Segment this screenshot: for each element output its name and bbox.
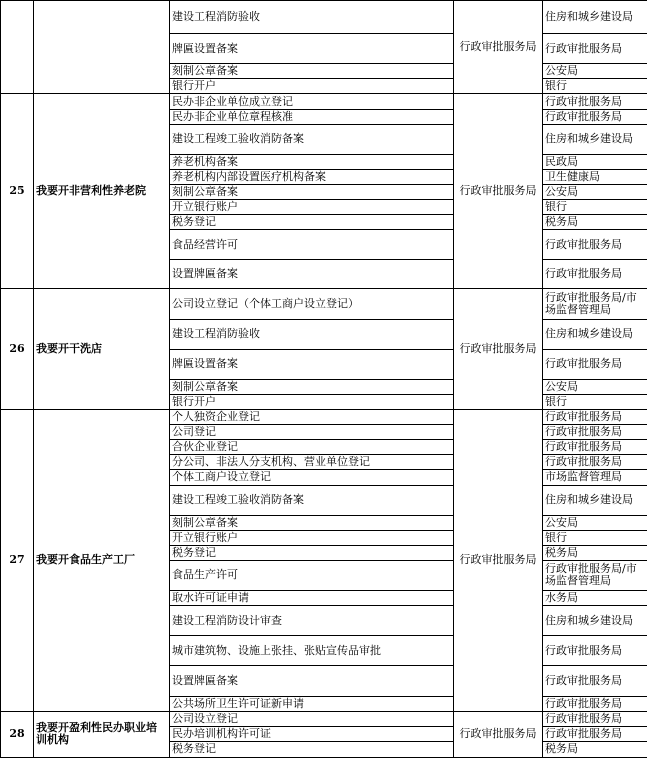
table-body xyxy=(1,1,647,758)
item-name: 刻制公章备案 xyxy=(170,515,454,530)
scenario-name xyxy=(34,1,170,94)
handling-agency: 公安局 xyxy=(543,515,647,530)
handling-agency: 行政审批服务局 xyxy=(543,410,647,425)
item-name: 刻制公章备案 xyxy=(170,184,454,199)
scenario-name: 我要开盈利性民办职业培训机构 xyxy=(34,711,170,757)
lead-department: 行政审批服务局 xyxy=(454,1,543,94)
item-name: 设置牌匾备案 xyxy=(170,260,454,289)
item-number xyxy=(1,1,34,94)
table-row xyxy=(1,410,647,425)
item-name: 养老机构备案 xyxy=(170,154,454,169)
handling-agency: 公安局 xyxy=(543,64,647,79)
handling-agency: 行政审批服务局 xyxy=(543,711,647,726)
scenario-name: 我要开非营利性养老院 xyxy=(34,94,170,289)
item-name: 民办非企业单位章程核准 xyxy=(170,109,454,124)
item-name: 食品生产许可 xyxy=(170,560,454,590)
handling-agency: 行政审批服务局 xyxy=(543,109,647,124)
item-name: 民办非企业单位成立登记 xyxy=(170,94,454,109)
item-name: 公司登记 xyxy=(170,425,454,440)
item-name: 开立银行账户 xyxy=(170,530,454,545)
item-name: 合伙企业登记 xyxy=(170,440,454,455)
handling-agency: 行政审批服务局 xyxy=(543,636,647,666)
item-name: 养老机构内部设置医疗机构备案 xyxy=(170,169,454,184)
item-name: 公共场所卫生许可证新申请 xyxy=(170,696,454,711)
item-name: 取水许可证申请 xyxy=(170,591,454,606)
handling-agency: 水务局 xyxy=(543,591,647,606)
item-name: 个人独资企业登记 xyxy=(170,410,454,425)
handling-agency: 行政审批服务局/市场监督管理局 xyxy=(543,560,647,590)
handling-agency: 行政审批服务局 xyxy=(543,440,647,455)
handling-agency: 银行 xyxy=(543,395,647,410)
scenario-name: 我要开食品生产工厂 xyxy=(34,410,170,712)
handling-agency: 住房和城乡建设局 xyxy=(543,1,647,34)
handling-agency: 税务局 xyxy=(543,545,647,560)
item-name: 银行开户 xyxy=(170,79,454,94)
handling-agency: 住房和城乡建设局 xyxy=(543,124,647,154)
item-name: 牌匾设置备案 xyxy=(170,349,454,379)
item-name: 建设工程消防验收 xyxy=(170,1,454,34)
item-name: 牌匾设置备案 xyxy=(170,34,454,64)
item-name: 建设工程消防设计审查 xyxy=(170,606,454,636)
handling-agency: 卫生健康局 xyxy=(543,169,647,184)
item-name: 建设工程竣工验收消防备案 xyxy=(170,124,454,154)
table-row xyxy=(1,711,647,726)
item-name: 税务登记 xyxy=(170,215,454,230)
handling-agency: 税务局 xyxy=(543,741,647,757)
item-name: 公司设立登记 xyxy=(170,711,454,726)
item-name: 公司设立登记（个体工商户设立登记） xyxy=(170,289,454,319)
table-row xyxy=(1,1,647,34)
handling-agency: 公安局 xyxy=(543,379,647,394)
item-name: 设置牌匾备案 xyxy=(170,666,454,696)
item-name: 刻制公章备案 xyxy=(170,379,454,394)
handling-agency: 公安局 xyxy=(543,184,647,199)
handling-agency: 住房和城乡建设局 xyxy=(543,606,647,636)
handling-agency: 行政审批服务局 xyxy=(543,230,647,260)
table-row xyxy=(1,289,647,319)
item-name: 食品经营许可 xyxy=(170,230,454,260)
item-name: 个体工商户设立登记 xyxy=(170,470,454,485)
handling-agency: 住房和城乡建设局 xyxy=(543,319,647,349)
table-row xyxy=(1,94,647,109)
lead-department: 行政审批服务局 xyxy=(454,711,543,757)
handling-agency: 民政局 xyxy=(543,154,647,169)
handling-agency: 住房和城乡建设局 xyxy=(543,485,647,515)
handling-agency: 行政审批服务局 xyxy=(543,349,647,379)
item-name: 民办培训机构许可证 xyxy=(170,726,454,741)
item-name: 刻制公章备案 xyxy=(170,64,454,79)
lead-department: 行政审批服务局 xyxy=(454,289,543,410)
handling-agency: 行政审批服务局 xyxy=(543,34,647,64)
item-name: 开立银行账户 xyxy=(170,200,454,215)
handling-agency: 银行 xyxy=(543,79,647,94)
handling-agency: 行政审批服务局 xyxy=(543,455,647,470)
item-number: 27 xyxy=(1,410,34,712)
item-name: 分公司、非法人分支机构、营业单位登记 xyxy=(170,455,454,470)
item-name: 建设工程竣工验收消防备案 xyxy=(170,485,454,515)
handling-agency: 行政审批服务局 xyxy=(543,94,647,109)
item-number: 26 xyxy=(1,289,34,410)
lead-department: 行政审批服务局 xyxy=(454,94,543,289)
handling-agency: 行政审批服务局/市场监督管理局 xyxy=(543,289,647,319)
item-name: 建设工程消防验收 xyxy=(170,319,454,349)
item-name: 银行开户 xyxy=(170,395,454,410)
handling-agency: 市场监督管理局 xyxy=(543,470,647,485)
item-name: 税务登记 xyxy=(170,741,454,757)
lead-department: 行政审批服务局 xyxy=(454,410,543,712)
handling-agency: 行政审批服务局 xyxy=(543,666,647,696)
item-number: 28 xyxy=(1,711,34,757)
handling-agency: 行政审批服务局 xyxy=(543,425,647,440)
handling-agency: 银行 xyxy=(543,530,647,545)
handling-agency: 税务局 xyxy=(543,215,647,230)
handling-agency: 行政审批服务局 xyxy=(543,696,647,711)
handling-agency: 行政审批服务局 xyxy=(543,260,647,289)
item-name: 城市建筑物、设施上张挂、张贴宣传品审批 xyxy=(170,636,454,666)
item-number: 25 xyxy=(1,94,34,289)
scenario-name: 我要开干洗店 xyxy=(34,289,170,410)
handling-agency: 银行 xyxy=(543,200,647,215)
handling-agency: 行政审批服务局 xyxy=(543,726,647,741)
item-name: 税务登记 xyxy=(170,545,454,560)
